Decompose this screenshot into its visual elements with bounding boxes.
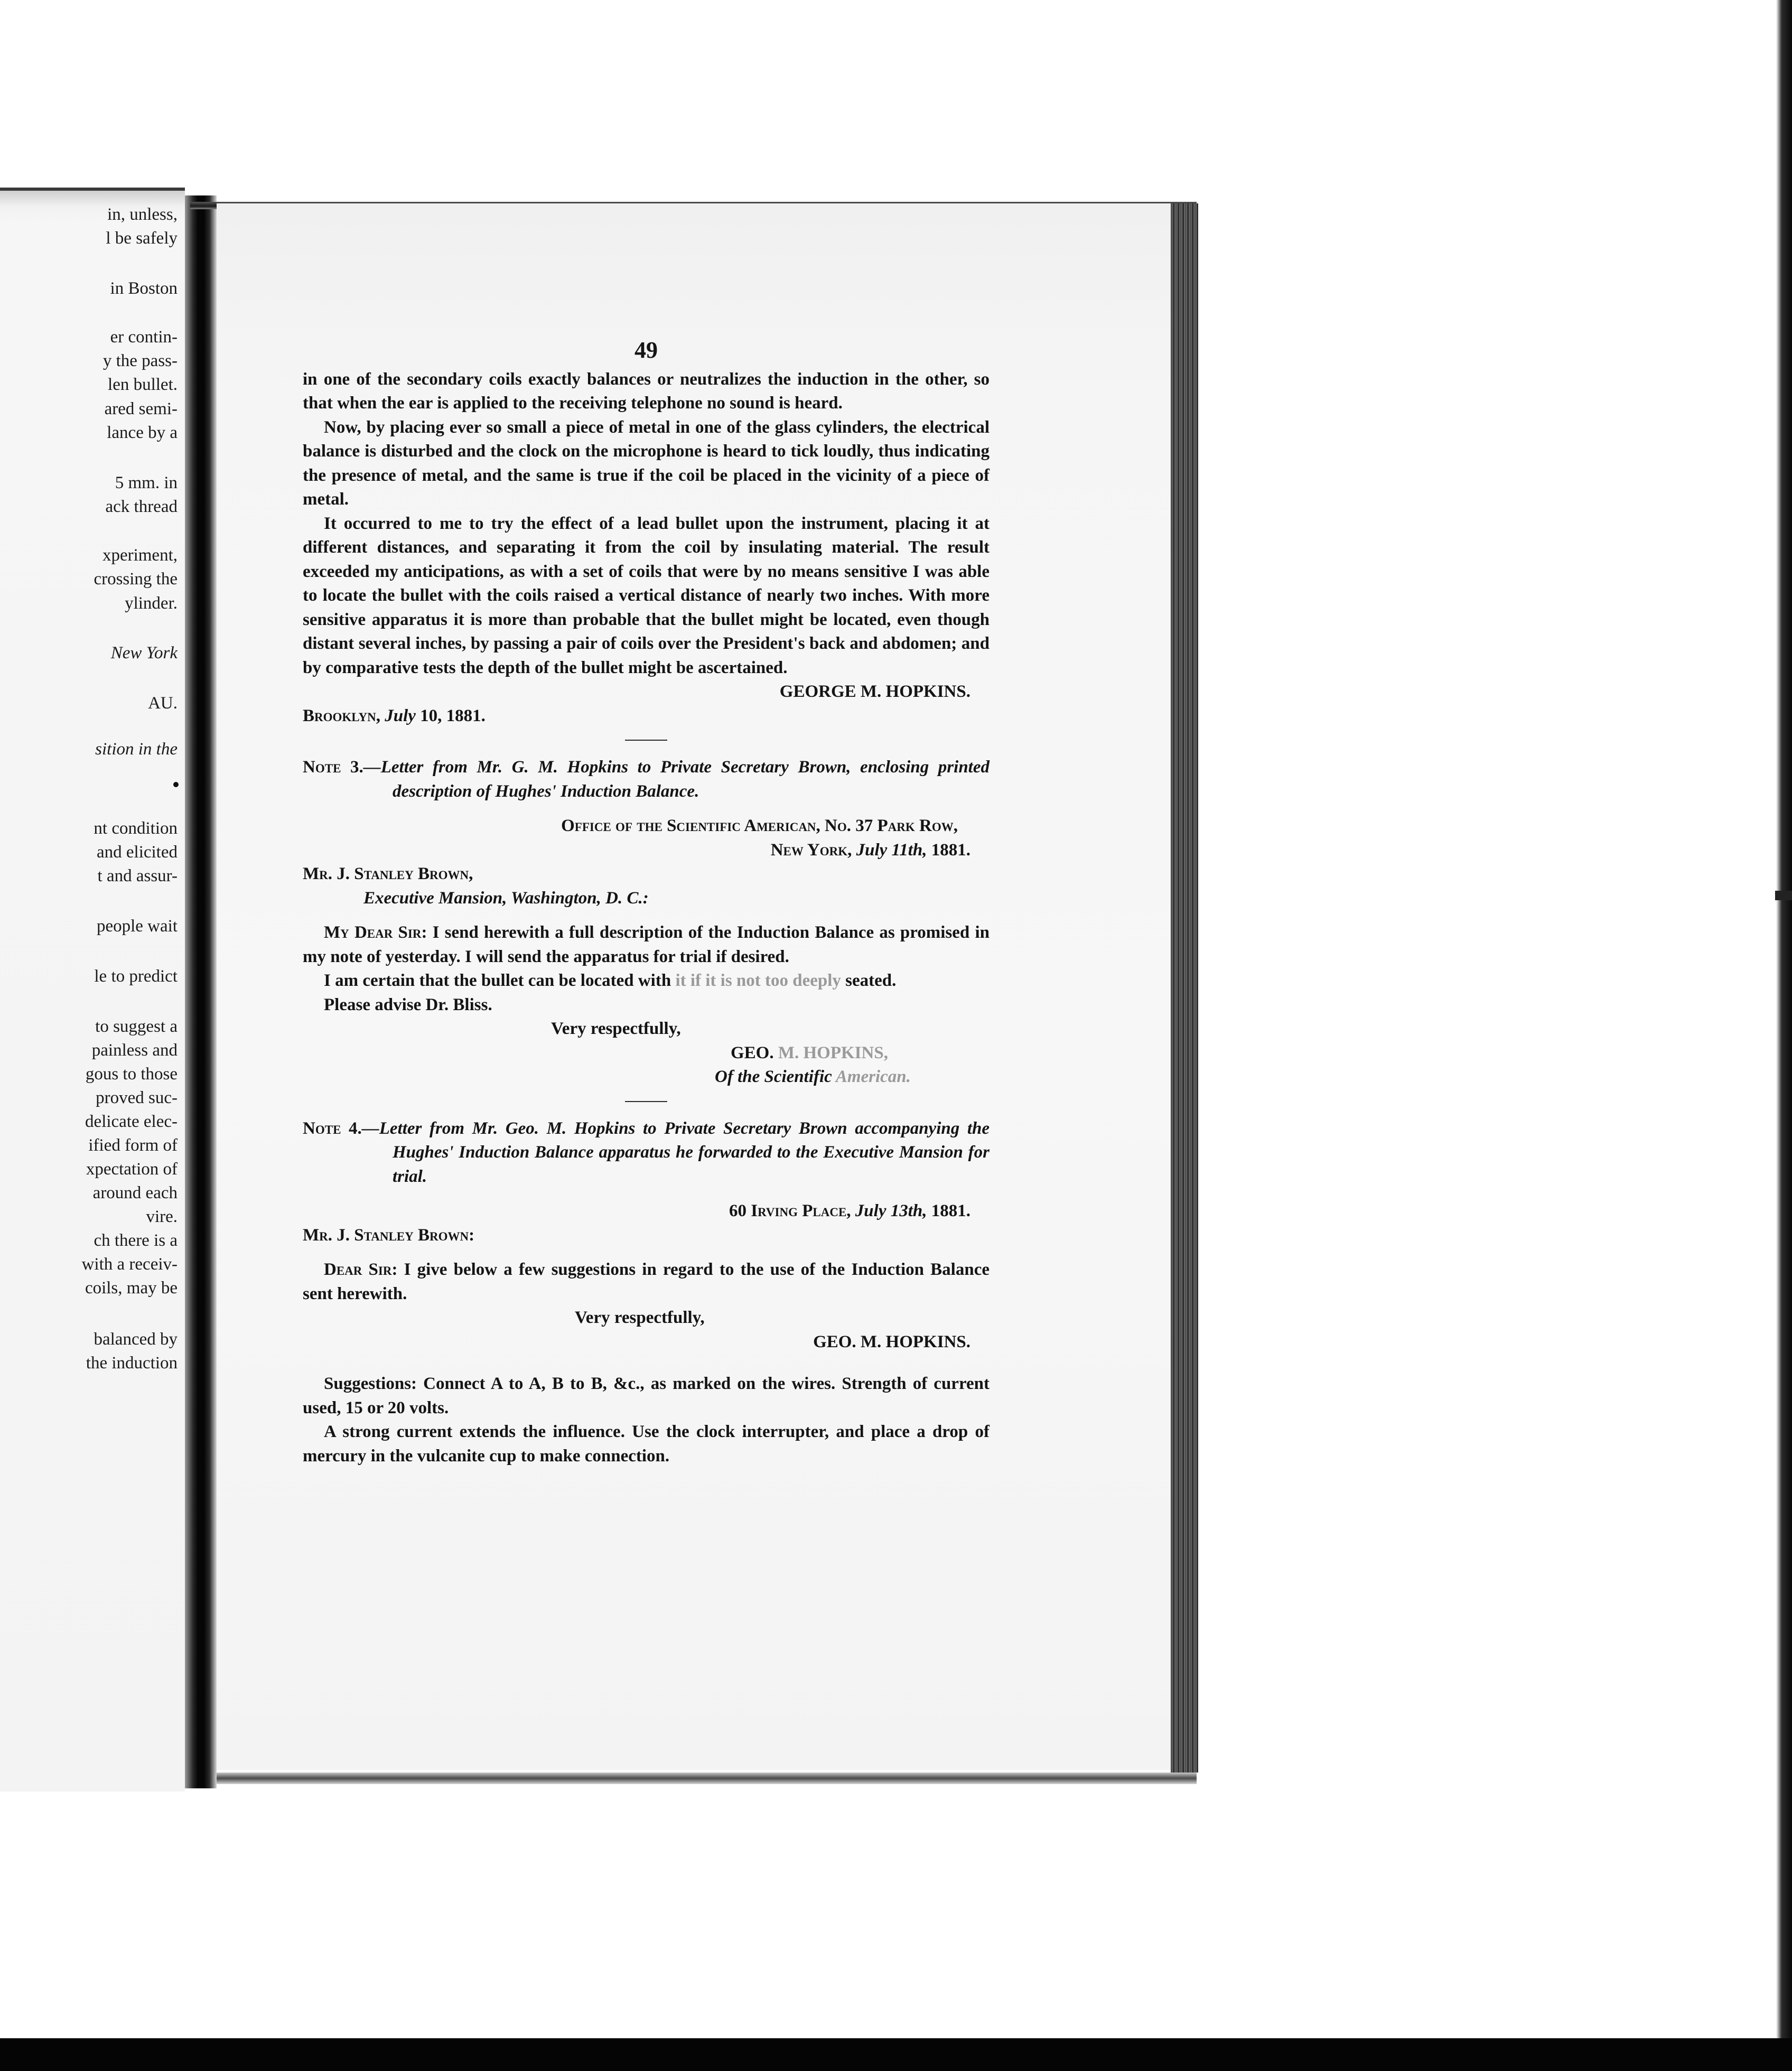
left-page-line: the induction [86, 1354, 178, 1373]
dateline-brooklyn: Brooklyn, July 10, 1881. [303, 706, 486, 725]
left-page-line: in, unless, [107, 205, 178, 224]
left-page-line: New York [110, 643, 178, 663]
left-page-line: AU. [148, 694, 178, 713]
left-page-line: xpectation of [86, 1160, 178, 1179]
letter-3-date: New York, July 11th, 1881. [770, 840, 970, 860]
left-page-line: with a receiv- [81, 1255, 178, 1274]
left-page-line: balanced by [94, 1330, 178, 1349]
suggestions-paragraph-2: A strong current extends the influence. Use the clock interrupter, and place a drop of mercury in the vulcanite cup to make connection. [303, 1422, 990, 1466]
left-page-line: ylinder. [125, 594, 178, 613]
continuation-paragraph: in one of the secondary coils exactly balances or neutralizes the induction in the other, so that when the ear is applied to the receiving telephone no sound is heard. [303, 369, 990, 413]
signature-george-hopkins: GEORGE M. HOPKINS. [779, 682, 970, 701]
left-page-line: ared semi- [104, 399, 178, 418]
left-page-line: in Boston [110, 279, 178, 298]
left-page-line: le to predict [94, 967, 178, 986]
note-3-heading [303, 755, 990, 804]
left-page-line: painless and [91, 1041, 178, 1060]
page-stack-edge [1171, 203, 1198, 1773]
left-page-line: ch there is a [94, 1231, 178, 1250]
note-3-label: Note 3. [303, 758, 363, 777]
scan-bottom-border [0, 2038, 1792, 2071]
page-number: 49 [634, 337, 658, 363]
letter-4-addressee: Mr. J. Stanley Brown: [303, 1225, 475, 1245]
scan-speck [173, 782, 179, 787]
left-page-line: er contin- [110, 328, 178, 347]
letter-3-body-1: My Dear Sir: I send herewith a full description of the Induction Balance as promised in my note of yesterday. I will send the apparatus for trial if desired. [303, 923, 990, 966]
left-page-line: crossing the [94, 570, 178, 589]
left-page-line: lance by a [107, 423, 178, 442]
paragraph-bullet-experiment: It occurred to me to try the effect of a lead bullet upon the instrument, placing it at different distances, and separating it from the coil by insulating material. The result exceeded my anticipations, as with a set of coils that were by no means sensitive I was able to locate the bullet with the coils raised a vertical distance of nearly two inches. With more sensitive apparatus it is more than probable that the bullet might be located, even though distant several inches, by passing a pair of coils over the President's back and abdomen; and by comparative tests the depth of the bullet might be ascertained. [303, 514, 990, 677]
left-page-line: and elicited [96, 843, 178, 862]
left-page-line: y the pass- [102, 351, 178, 370]
letter-3-closing: Very respectfully, [551, 1019, 681, 1038]
suggestions-paragraph-1: Suggestions: Connect A to A, B to B, &c., as marked on the wires. Strength of current used, 15 or 20 volts. [303, 1374, 990, 1417]
paragraph-metal-detection: Now, by placing ever so small a piece of metal in one of the glass cylinders, the electrical balance is disturbed and the clock on the microphone is heard to tick loudly, thus indicating the presence of metal, and the same is true if the coil be placed in the vicinity of a piece of metal. [303, 417, 990, 509]
left-page-line: proved suc- [96, 1088, 178, 1107]
left-page-line: coils, may be [85, 1279, 178, 1298]
note-4-title: —Letter from Mr. Geo. M. Hopkins to Private Secretary Brown accompanying the Hughes' Induction Balance apparatus he forwarded to the Executive Mansion for trial. [361, 1118, 990, 1186]
left-page-line: people wait [96, 917, 178, 936]
letter-3-signature: GEO. M. HOPKINS, [731, 1043, 888, 1062]
left-page-line: t and assur- [97, 866, 178, 885]
scan-right-border [1776, 0, 1792, 2038]
left-page-line: xperiment, [102, 546, 178, 565]
note-4-label: Note 4. [303, 1118, 362, 1138]
left-page-line: nt condition [94, 819, 178, 838]
letter-3-address: Executive Mansion, Washington, D. C.: [363, 888, 649, 908]
left-page-line: gous to those [85, 1065, 178, 1084]
letter-3-affiliation: Of the Scientific American. [715, 1067, 911, 1086]
section-rule-2 [625, 1101, 667, 1102]
letter-3-office: Office of the Scientific American, No. 37 Park Row, [561, 816, 958, 835]
scan-edge-mark [1775, 891, 1792, 900]
left-facing-page [0, 188, 185, 1792]
left-page-line: sition in the [95, 740, 178, 759]
letter-4-body: Dear Sir: I give below a few suggestions in regard to the use of the Induction Balance sent herewith. [303, 1260, 990, 1303]
left-page-line: delicate elec- [85, 1112, 178, 1131]
left-page-line: to suggest a [95, 1017, 178, 1036]
letter-4-date: 60 Irving Place, July 13th, 1881. [729, 1201, 970, 1220]
letter-4-closing: Very respectfully, [575, 1308, 705, 1327]
book-spine-gutter [185, 195, 217, 1788]
left-page-line: ified form of [88, 1136, 178, 1155]
left-page-line: ack thread [105, 497, 178, 516]
page-text-block [303, 338, 990, 1468]
letter-3-body-3: Please advise Dr. Bliss. [324, 995, 492, 1014]
section-rule [625, 740, 667, 741]
page-bottom-edge [217, 1773, 1197, 1784]
left-page-line: len bullet. [108, 375, 178, 394]
left-page-line: 5 mm. in [115, 473, 178, 492]
left-page-line: l be safely [106, 229, 178, 248]
letter-3-addressee: Mr. J. Stanley Brown, [303, 864, 473, 883]
left-page-line: vire. [146, 1207, 178, 1226]
note-4-heading [303, 1117, 990, 1189]
letter-3-body-2: I am certain that the bullet can be located with it if it is not too deeply seated. [324, 971, 897, 990]
note-3-title: —Letter from Mr. G. M. Hopkins to Private Secretary Brown, enclosing printed description of Hughes' Induction Balance. [363, 758, 990, 801]
letter-4-signature: GEO. M. HOPKINS. [813, 1332, 970, 1351]
left-page-line: around each [92, 1183, 178, 1202]
